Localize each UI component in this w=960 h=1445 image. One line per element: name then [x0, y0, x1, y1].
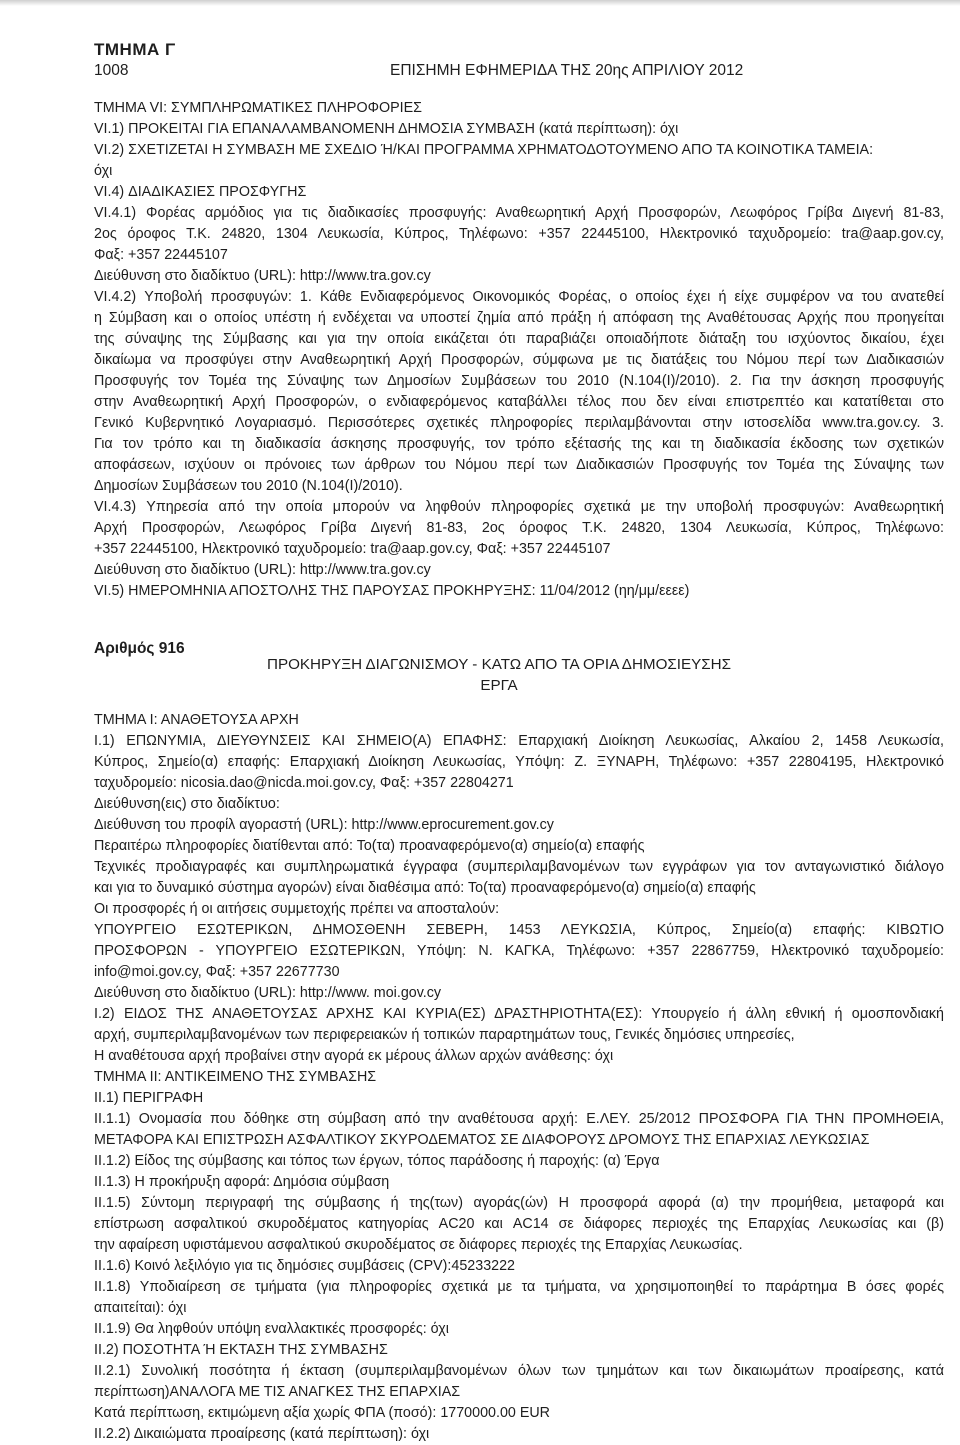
- text-line: ΙΙ.1.5) Σύντομη περιγραφή της σύμβασης ή της(των) αγοράς(ών) Η προσφορά αφορά (α) την προμήθεια, μεταφορά και: [94, 1195, 944, 1211]
- notice-number: Αριθμός 916: [94, 640, 185, 657]
- text-line: VI.5) ΗΜΕΡΟΜΗΝΙΑ ΑΠΟΣΤΟΛΗΣ ΤΗΣ ΠΑΡΟΥΣΑΣ ΠΡΟΚΗΡΥΞΗΣ: 11/04/2012 (ηη/μμ/εεεε): [94, 583, 690, 599]
- text-line: Διεύθυνση στο διαδίκτυο (URL): http://www.tra.gov.cy: [94, 268, 431, 284]
- issue-title: ΕΠΙΣΗΜΗ ΕΦΗΜΕΡΙΔΑ ΤΗΣ 20ης ΑΠΡΙΛΙΟΥ 2012: [390, 62, 744, 79]
- text-line: ΙΙ.2.2) Δικαιώματα προαίρεσης (κατά περίπτωση): όχι: [94, 1426, 430, 1442]
- text-line: Δημοσίων Συμβάσεων του 2010 (Ν.104(Ι)/2010).: [94, 478, 403, 494]
- text-line: στην Αναθεωρητική Αρχή Προσφορών, ο ενδιαφερόμενος καταβάλλει τέλος που δεν είναι επιστρεπτέο και κατατίθεται στο: [94, 394, 944, 410]
- text-line: Φαξ: +357 22445107: [94, 247, 228, 263]
- text-line: απαιτείται): όχι: [94, 1300, 187, 1316]
- text-line: Η αναθέτουσα αρχή προβαίνει στην αγορά εκ μέρους άλλων αρχών ανάθεσης: όχι: [94, 1048, 614, 1064]
- text-line: Ι.2) ΕΙΔΟΣ ΤΗΣ ΑΝΑΘΕΤΟΥΣΑΣ ΑΡΧΗΣ ΚΑΙ ΚΥΡΙΑ(ΕΣ) ΔΡΑΣΤΗΡΙΟΤΗΤΑ(ΕΣ): Υπουργείο ή άλλη εθνική ή ομοσπονδιακή: [94, 1006, 944, 1022]
- text-line: την αφαίρεση υφιστάμενου ασφαλτικού σκυροδέματος σε διάφορες περιοχές της Επαρχίας Λευκωσίας.: [94, 1237, 743, 1253]
- text-line: ΙΙ.2.1) Συνολική ποσότητα ή έκταση (συμπεριλαμβανομένων όλων των τμημάτων και των δικαιωμάτων προαίρεσης, κατά: [94, 1363, 944, 1379]
- text-line: ΙΙ.1.3) Η προκήρυξη αφορά: Δημόσια σύμβαση: [94, 1174, 390, 1190]
- text-line: επίστρωση ασφαλτικού σκυροδέματος κατηγορίας AC20 και AC14 σε διάφορες περιοχές της Επαρχίας Λευκωσίας και (β): [94, 1216, 944, 1232]
- section-ii: [94, 1067, 944, 1445]
- text-line: Αρχή Προσφορών, Λεωφόρος Γρίβα Διγενή 81-83, 2ος όροφος Τ.Κ. 24820, 1304 Λευκωσία, Κύπρος, Τηλέφωνο:: [94, 520, 944, 536]
- text-line: Προσφυγής τον Τομέα της Σύναψης των Δημοσίων Συμβάσεων του 2010 (Ν.104(Ι)/2010). 2. Για την άσκηση προσφυγής: [94, 373, 944, 389]
- notice-title-line: ΠΡΟΚΗΡΥΞΗ ΔΙΑΓΩΝΙΣΜΟΥ - ΚΑΤΩ ΑΠΟ ΤΑ ΟΡΙΑ ΔΗΜΟΣΙΕΥΣΗΣ: [266, 656, 731, 673]
- text-line: +357 22445100, Ηλεκτρονικό ταχυδρομείο: tra@aap.gov.cy, Φαξ: +357 22445107: [94, 541, 611, 557]
- text-line: Ι.1) ΕΠΩΝΥΜΙΑ, ΔΙΕΥΘΥΝΣΕΙΣ ΚΑΙ ΣΗΜΕΙΟ(Α) ΕΠΑΦΗΣ: Επαρχιακή Διοίκηση Λευκωσίας, Αλκαίου 2, 1458 Λευκωσία,: [94, 733, 944, 749]
- notice-heading: [94, 632, 944, 696]
- page-header: [94, 62, 944, 80]
- section-heading: ΤΜΗΜΑ Ι: ΑΝΑΘΕΤΟΥΣΑ ΑΡΧΗ: [94, 712, 299, 728]
- scan-edge: [0, 0, 960, 6]
- text-line: δικαίωμα να προσφύγει στην Αναθεωρητική Αρχή Προσφορών, σύμφωνα με τις διατάξεις του Νόμου περί των Διαδικασιών: [94, 352, 944, 368]
- spacer: [94, 602, 944, 632]
- text-line: ΙΙ.1.1) Ονομασία που δόθηκε στη σύμβαση από την αναθέτουσα αρχή: Ε.ΛΕΥ. 25/2012 ΠΡΟΣΦΟΡΑ ΓΙΑ ΤΗΝ ΠΡΟΜΗΘΕΙΑ,: [94, 1111, 944, 1127]
- text-line: Περαιτέρω πληροφορίες διατίθενται από: Το(τα) προαναφερόμενο(α) σημείο(α) επαφής: [94, 838, 645, 854]
- notice-title: [264, 632, 734, 696]
- text-line: VI.4.2) Υποβολή προσφυγών: 1. Κάθε Ενδιαφερόμενος Οικονομικός Φορέας, ο οποίος έχει ή είχε συμφέρον να του ανατεθεί: [94, 289, 944, 305]
- text-line: περίπτωση)ΑΝΑΛΟΓΑ ΜΕ ΤΙΣ ΑΝΑΓΚΕΣ ΤΗΣ ΕΠΑΡΧΙΑΣ: [94, 1384, 461, 1400]
- text-line: η Σύμβαση και ο οποίος υπέστη ή ενδέχεται να υποστεί ζημία από πράξη ή απόφαση της Αναθέτουσας Αρχής που προηγείται: [94, 310, 944, 326]
- gazette-page: [94, 40, 944, 1445]
- text-line: και για το δυναμικό σύστημα αγορών) είναι διαθέσιμα από: Το(τα) προαναφερόμενο(α) σημείο(α) επαφής: [94, 880, 756, 896]
- section-heading: ΤΜΗΜΑ ΙΙ: ΑΝΤΙΚΕΙΜΕΝΟ ΤΗΣ ΣΥΜΒΑΣΗΣ: [94, 1069, 377, 1085]
- text-line: ΙΙ.1.8) Υποδιαίρεση σε τμήματα (για πληροφορίες σχετικά με τα τμήματα, να χρησιμοποιηθεί το παράρτημα Β όσες φορές: [94, 1279, 944, 1295]
- spacer: [94, 696, 944, 710]
- text-line: Διεύθυνση του προφίλ αγοραστή (URL): http://www.eprocurement.gov.cy: [94, 817, 554, 833]
- section-vi: [94, 98, 944, 602]
- text-line: Διεύθυνση(εις) στο διαδίκτυο:: [94, 796, 280, 812]
- text-line: ΙΙ.1) ΠΕΡΙΓΡΑΦΗ: [94, 1090, 204, 1106]
- notice-title-line: ΕΡΓΑ: [480, 677, 518, 694]
- text-line: αρχή, συμπεριλαμβανομένων των περιφερειακών ή τοπικών παραρτημάτων τους, Γενικές δημόσιες υπηρεσίες,: [94, 1027, 795, 1043]
- text-line: ΠΡΟΣΦΟΡΩΝ - ΥΠΟΥΡΓΕΙΟ ΕΣΩΤΕΡΙΚΩΝ, Υπόψη: Ν. ΚΑΓΚΑ, Τηλέφωνο: +357 22867759, Ηλεκτρονικό ταχυδρομείο:: [94, 943, 944, 959]
- text-line: ΙΙ.1.6) Κοινό λεξιλόγιο για τις δημόσιες συμβάσεις (CPV):45233222: [94, 1258, 516, 1274]
- text-line: Τεχνικές προδιαγραφές και συμπληρωματικά έγγραφα (συμπεριλαμβανομένων των εγγράφων για τον ανταγωνιστικό διάλογο: [94, 859, 944, 875]
- text-line: Διεύθυνση στο διαδίκτυο (URL): http://www. moi.gov.cy: [94, 985, 442, 1001]
- text-line: Γενικό Κυβερνητικό Λογαριασμό. Περισσότερες σχετικές πληροφορίες περιλαμβάνονται στην ιστοσελίδα www.tra.gov.cy. 3.: [94, 415, 944, 431]
- text-line: ΙΙ.1.2) Είδος της σύμβασης και τόπος των έργων, τόπος παράδοσης ή παροχής: (α) Έργα: [94, 1153, 660, 1169]
- text-line: VI.4.1) Φορέας αρμόδιος για τις διαδικασίες προσφυγής: Αναθεωρητική Αρχή Προσφορών, Λεωφόρος Γρίβα Διγενή 81-83,: [94, 205, 944, 221]
- text-line: ταχυδρομείο: nicosia.dao@nicda.moi.gov.cy, Φαξ: +357 22804271: [94, 775, 514, 791]
- text-line: της σύναψης της Σύμβασης και για την οποία εικάζεται ότι παραβιάζει οποιαδήποτε διάταξη του ισχύοντος δικαίου, έχει: [94, 331, 944, 347]
- section-tag: ΤΜΗΜΑ Γ: [94, 40, 176, 59]
- text-line: VI.4) ΔΙΑΔΙΚΑΣΙΕΣ ΠΡΟΣΦΥΓΗΣ: [94, 184, 307, 200]
- text-line: Οι προσφορές ή οι αιτήσεις συμμετοχής πρέπει να αποσταλούν:: [94, 901, 500, 917]
- text-line: info@moi.gov.cy, Φαξ: +357 22677730: [94, 964, 340, 980]
- text-line: ΜΕΤΑΦΟΡΑ ΚΑΙ ΕΠΙΣΤΡΩΣΗ ΑΣΦΑΛΤΙΚΟΥ ΣΚΥΡΟΔΕΜΑΤΟΣ ΣΕ ΔΙΑΦΟΡΟΥΣ ΔΡΟΜΟΥΣ ΤΗΣ ΕΠΑΡΧΙΑΣ ΛΕΥΚΩΣΙΑΣ: [94, 1132, 870, 1148]
- text-line: Κατά περίπτωση, εκτιμώμενη αξία χωρίς ΦΠΑ (ποσό): 1770000.00 EUR: [94, 1405, 551, 1421]
- text-line: όχι: [94, 163, 113, 179]
- text-line: ΙΙ.2) ΠΟΣΟΤΗΤΑ Ή ΕΚΤΑΣΗ ΤΗΣ ΣΥΜΒΑΣΗΣ: [94, 1342, 388, 1358]
- text-line: Κύπρος, Σημείο(α) επαφής: Επαρχιακή Διοίκηση Λευκωσίας, Υπόψη: Ζ. ΞΥΝΑΡΗ, Τηλέφωνο: +357 22804195, Ηλεκτρονικό: [94, 754, 944, 770]
- text-line: VI.1) ΠΡΟΚΕΙΤΑΙ ΓΙΑ ΕΠΑΝΑΛΑΜΒΑΝΟΜΕΝΗ ΔΗΜΟΣΙΑ ΣΥΜΒΑΣΗ (κατά περίπτωση): όχι: [94, 121, 679, 137]
- text-line: VI.4.3) Υπηρεσία από την οποία μπορούν να ληφθούν πληροφορίες σχετικά με την υποβολή προσφυγών: Αναθεωρητική: [94, 499, 944, 515]
- text-line: Διεύθυνση στο διαδίκτυο (URL): http://www.tra.gov.cy: [94, 562, 431, 578]
- text-line: 2ος όροφος Τ.Κ. 24820, 1304 Λευκωσία, Κύπρος, Τηλέφωνο: +357 22445100, Ηλεκτρονικό ταχυδρομείο: tra@aap.gov.cy,: [94, 226, 944, 242]
- text-line: ΥΠΟΥΡΓΕΙΟ ΕΣΩΤΕΡΙΚΩΝ, ΔΗΜΟΣΘΕΝΗ ΣΕΒΕΡΗ, 1453 ΛΕΥΚΩΣΙΑ, Κύπρος, Σημείο(α) επαφής: ΚΙΒΩΤΙΟ: [94, 922, 944, 938]
- text-line: αποφάσεων, ισχύουν οι πρόνοιες των άρθρων του Νόμου περί των Διαδικασιών Προσφυγής τον Τομέα της Σύναψης των: [94, 457, 944, 473]
- text-line: VI.2) ΣΧΕΤΙΖΕΤΑΙ Η ΣΥΜΒΑΣΗ ΜΕ ΣΧΕΔΙΟ Ή/ΚΑΙ ΠΡΟΓΡΑΜΜΑ ΧΡΗΜΑΤΟΔΟΤΟΥΜΕΝΟ ΑΠΟ ΤΑ ΚΟΙΝΟΤΙΚΑ ΤΑΜΕΙΑ:: [94, 142, 874, 158]
- section-i: [94, 710, 944, 1067]
- text-line: ΙΙ.1.9) Θα ληφθούν υπόψη εναλλακτικές προσφορές: όχι: [94, 1321, 449, 1337]
- text-line: Για τον τρόπο και τη διαδικασία άσκησης προσφυγής, τον τρόπο εξέτασής της και τη διαδικασία έκδοσης των σχετικών: [94, 436, 944, 452]
- page-number: 1008: [94, 62, 129, 79]
- section-heading: ΤΜΗΜΑ VI: ΣΥΜΠΛΗΡΩΜΑΤΙΚΕΣ ΠΛΗΡΟΦΟΡΙΕΣ: [94, 100, 422, 116]
